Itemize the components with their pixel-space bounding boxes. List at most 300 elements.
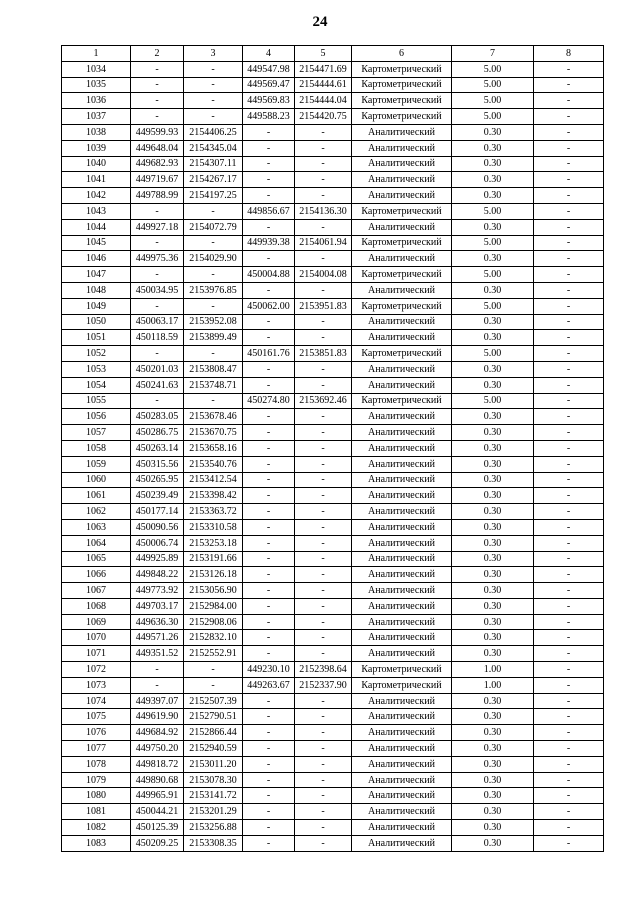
table-cell: 449925.89 — [131, 551, 184, 567]
table-cell: 1056 — [62, 409, 131, 425]
table-cell: 1047 — [62, 267, 131, 283]
table-cell: 0.30 — [452, 282, 534, 298]
table-cell: 450004.88 — [243, 267, 295, 283]
table-cell: - — [243, 772, 295, 788]
table-cell: 1053 — [62, 361, 131, 377]
table-cell: 1080 — [62, 788, 131, 804]
table-cell: - — [131, 298, 184, 314]
table-cell: - — [184, 346, 243, 362]
table-cell: - — [295, 709, 352, 725]
table-cell: Аналитический — [352, 820, 452, 836]
table-cell: - — [243, 614, 295, 630]
table-cell: - — [534, 630, 604, 646]
table-row — [62, 820, 604, 836]
table-cell: 449848.22 — [131, 567, 184, 583]
table-cell: 2153191.66 — [184, 551, 243, 567]
table-cell: 449599.93 — [131, 124, 184, 140]
table-cell: 449547.98 — [243, 61, 295, 77]
table-cell: - — [184, 393, 243, 409]
table-cell: - — [243, 519, 295, 535]
table-cell: 1041 — [62, 172, 131, 188]
table-cell: 1062 — [62, 504, 131, 520]
table-cell: 450006.74 — [131, 535, 184, 551]
table-cell: 1036 — [62, 93, 131, 109]
table-row — [62, 488, 604, 504]
table-cell: Картометрический — [352, 662, 452, 678]
table-cell: Аналитический — [352, 377, 452, 393]
table-cell: 2154061.94 — [295, 235, 352, 251]
table-cell: Аналитический — [352, 124, 452, 140]
page-number: 24 — [312, 14, 328, 30]
table-cell: Аналитический — [352, 693, 452, 709]
table-cell: 0.30 — [452, 330, 534, 346]
table-row — [62, 156, 604, 172]
table-cell: - — [534, 172, 604, 188]
table-row — [62, 219, 604, 235]
table-cell: - — [184, 109, 243, 125]
table-cell: - — [295, 472, 352, 488]
table-cell: 449856.67 — [243, 203, 295, 219]
table-cell: 449975.36 — [131, 251, 184, 267]
table-cell: - — [243, 488, 295, 504]
table-cell: 2152984.00 — [184, 598, 243, 614]
table-cell: 1063 — [62, 519, 131, 535]
table-cell: 5.00 — [452, 93, 534, 109]
table-cell: Аналитический — [352, 330, 452, 346]
table-cell: - — [534, 551, 604, 567]
table-cell: Аналитический — [352, 567, 452, 583]
table-cell: - — [295, 330, 352, 346]
table-cell: 0.30 — [452, 188, 534, 204]
table-cell: 1076 — [62, 725, 131, 741]
table-cell: - — [243, 504, 295, 520]
table-cell: - — [534, 820, 604, 836]
table-cell: 2153670.75 — [184, 425, 243, 441]
table-cell: 0.30 — [452, 219, 534, 235]
table-cell: 449588.23 — [243, 109, 295, 125]
table-cell: - — [184, 203, 243, 219]
table-row — [62, 61, 604, 77]
table-cell: 449569.83 — [243, 93, 295, 109]
table-row — [62, 741, 604, 757]
column-header: 1 — [62, 46, 131, 62]
table-row — [62, 567, 604, 583]
table-cell: 1055 — [62, 393, 131, 409]
table-cell: - — [295, 772, 352, 788]
table-cell: - — [295, 188, 352, 204]
table-cell: - — [534, 598, 604, 614]
table-row — [62, 235, 604, 251]
table-cell: Картометрический — [352, 346, 452, 362]
table-cell: - — [295, 251, 352, 267]
table-cell: Аналитический — [352, 535, 452, 551]
table-cell: - — [243, 725, 295, 741]
table-cell: - — [243, 456, 295, 472]
table-cell: 449939.38 — [243, 235, 295, 251]
table-row — [62, 725, 604, 741]
table-cell: 0.30 — [452, 140, 534, 156]
table-cell: Аналитический — [352, 282, 452, 298]
table-cell: - — [184, 662, 243, 678]
table-cell: Аналитический — [352, 725, 452, 741]
table-cell: - — [534, 267, 604, 283]
table-cell: 450265.95 — [131, 472, 184, 488]
table-cell: - — [534, 140, 604, 156]
table-cell: 2153851.83 — [295, 346, 352, 362]
table-cell: 2154471.69 — [295, 61, 352, 77]
table-cell: - — [243, 172, 295, 188]
table-cell: 1065 — [62, 551, 131, 567]
table-row — [62, 77, 604, 93]
table-cell: - — [295, 551, 352, 567]
table-cell: - — [131, 77, 184, 93]
table-cell: - — [534, 109, 604, 125]
table-cell: 1078 — [62, 756, 131, 772]
table-cell: 450062.00 — [243, 298, 295, 314]
table-cell: 2152908.06 — [184, 614, 243, 630]
table-cell: 2153256.88 — [184, 820, 243, 836]
table-cell: 450044.21 — [131, 804, 184, 820]
table-cell: 0.30 — [452, 646, 534, 662]
table-cell: 1035 — [62, 77, 131, 93]
table-cell: 0.30 — [452, 314, 534, 330]
table-cell: - — [243, 140, 295, 156]
table-cell: Аналитический — [352, 741, 452, 757]
table-cell: 449636.30 — [131, 614, 184, 630]
table-cell: 449703.17 — [131, 598, 184, 614]
table-row — [62, 693, 604, 709]
table-cell: - — [243, 567, 295, 583]
table-cell: Аналитический — [352, 519, 452, 535]
table-cell: 5.00 — [452, 393, 534, 409]
table-cell: Аналитический — [352, 219, 452, 235]
table-row — [62, 203, 604, 219]
table-cell: - — [534, 725, 604, 741]
table-cell: 449230.10 — [243, 662, 295, 678]
table-cell: - — [243, 535, 295, 551]
table-cell: 1061 — [62, 488, 131, 504]
table-cell: 449818.72 — [131, 756, 184, 772]
table-cell: - — [295, 377, 352, 393]
table-cell: 450274.80 — [243, 393, 295, 409]
table-cell: - — [534, 440, 604, 456]
table-cell: Аналитический — [352, 172, 452, 188]
table-cell: 450263.14 — [131, 440, 184, 456]
table-row — [62, 361, 604, 377]
table-cell: - — [534, 662, 604, 678]
table-cell: - — [295, 725, 352, 741]
table-cell: 449788.99 — [131, 188, 184, 204]
table-cell: - — [243, 188, 295, 204]
table-cell: 2153412.54 — [184, 472, 243, 488]
table-cell: - — [243, 583, 295, 599]
table-cell: 450315.56 — [131, 456, 184, 472]
table-cell: 449569.47 — [243, 77, 295, 93]
table-cell: 449263.67 — [243, 677, 295, 693]
table-cell: 0.30 — [452, 693, 534, 709]
table-cell: 0.30 — [452, 377, 534, 393]
table-cell: - — [534, 61, 604, 77]
table-cell: Аналитический — [352, 409, 452, 425]
table-cell: - — [243, 630, 295, 646]
table-cell: - — [534, 77, 604, 93]
table-cell: - — [131, 346, 184, 362]
table-cell: 0.30 — [452, 835, 534, 851]
table-cell: - — [295, 361, 352, 377]
table-cell: 1046 — [62, 251, 131, 267]
table-cell: - — [295, 741, 352, 757]
table-cell: 449648.04 — [131, 140, 184, 156]
table-cell: - — [534, 677, 604, 693]
table-cell: 0.30 — [452, 614, 534, 630]
table-cell: Картометрический — [352, 77, 452, 93]
table-cell: - — [243, 440, 295, 456]
table-cell: 1048 — [62, 282, 131, 298]
table-row — [62, 598, 604, 614]
table-cell: 1064 — [62, 535, 131, 551]
table-cell: 449397.07 — [131, 693, 184, 709]
table-cell: 5.00 — [452, 203, 534, 219]
table-row — [62, 519, 604, 535]
table-cell: Аналитический — [352, 804, 452, 820]
table-cell: - — [295, 598, 352, 614]
table-cell: 1068 — [62, 598, 131, 614]
table-cell: 2152337.90 — [295, 677, 352, 693]
table-cell: Аналитический — [352, 472, 452, 488]
table-cell: 449773.92 — [131, 583, 184, 599]
table-cell: - — [534, 788, 604, 804]
table-row — [62, 677, 604, 693]
table-cell: Аналитический — [352, 188, 452, 204]
table-cell: Аналитический — [352, 646, 452, 662]
table-row — [62, 583, 604, 599]
table-cell: - — [295, 156, 352, 172]
table-cell: 1049 — [62, 298, 131, 314]
table-cell: - — [184, 77, 243, 93]
table-cell: - — [534, 282, 604, 298]
table-cell: 449682.93 — [131, 156, 184, 172]
table-cell: Картометрический — [352, 61, 452, 77]
table-cell: 449684.92 — [131, 725, 184, 741]
table-cell: Картометрический — [352, 677, 452, 693]
table-cell: 2153201.29 — [184, 804, 243, 820]
column-header: 7 — [452, 46, 534, 62]
table-row — [62, 109, 604, 125]
table-cell: - — [243, 361, 295, 377]
table-cell: - — [243, 251, 295, 267]
table-cell: 450209.25 — [131, 835, 184, 851]
table-row — [62, 472, 604, 488]
table-cell: 450034.95 — [131, 282, 184, 298]
table-cell: - — [295, 440, 352, 456]
table-cell: - — [295, 409, 352, 425]
table-cell: 0.30 — [452, 251, 534, 267]
table-cell: 1045 — [62, 235, 131, 251]
table-cell: 2153951.83 — [295, 298, 352, 314]
table-cell: 1083 — [62, 835, 131, 851]
table-cell: 5.00 — [452, 298, 534, 314]
table-cell: - — [295, 820, 352, 836]
table-cell: 1050 — [62, 314, 131, 330]
table-cell: - — [534, 298, 604, 314]
table-row — [62, 298, 604, 314]
table-cell: 449719.67 — [131, 172, 184, 188]
table-cell: 0.30 — [452, 456, 534, 472]
table-cell: - — [184, 298, 243, 314]
table-cell: 2153952.08 — [184, 314, 243, 330]
table-cell: Картометрический — [352, 109, 452, 125]
table-row — [62, 314, 604, 330]
table-cell: - — [184, 61, 243, 77]
table-row — [62, 330, 604, 346]
table-cell: Аналитический — [352, 788, 452, 804]
table-cell: 0.30 — [452, 756, 534, 772]
table-cell: 2152552.91 — [184, 646, 243, 662]
table-cell: Аналитический — [352, 440, 452, 456]
table-cell: - — [534, 772, 604, 788]
table-cell: - — [295, 583, 352, 599]
table-cell: - — [534, 314, 604, 330]
table-cell: - — [243, 124, 295, 140]
table-cell: - — [295, 504, 352, 520]
table-row — [62, 282, 604, 298]
table-cell: Аналитический — [352, 709, 452, 725]
table-cell: - — [534, 425, 604, 441]
table-row — [62, 124, 604, 140]
table-cell: 1067 — [62, 583, 131, 599]
table-row — [62, 140, 604, 156]
table-cell: 2153310.58 — [184, 519, 243, 535]
table-cell: 1042 — [62, 188, 131, 204]
table-cell: Аналитический — [352, 156, 452, 172]
table-cell: Аналитический — [352, 361, 452, 377]
table-cell: - — [243, 693, 295, 709]
table-cell: 2152832.10 — [184, 630, 243, 646]
table-cell: - — [131, 109, 184, 125]
table-cell: Картометрический — [352, 393, 452, 409]
table-cell: - — [243, 314, 295, 330]
table-cell: 2154029.90 — [184, 251, 243, 267]
table-cell: 1039 — [62, 140, 131, 156]
table-cell: 1073 — [62, 677, 131, 693]
table-cell: 1082 — [62, 820, 131, 836]
table-row — [62, 377, 604, 393]
table-cell: 2153078.30 — [184, 772, 243, 788]
table-cell: - — [131, 393, 184, 409]
table-row — [62, 804, 604, 820]
table-cell: - — [534, 741, 604, 757]
table-cell: - — [295, 488, 352, 504]
table-cell: 449351.52 — [131, 646, 184, 662]
table-cell: - — [534, 519, 604, 535]
table-cell: 1040 — [62, 156, 131, 172]
table-cell: 2153808.47 — [184, 361, 243, 377]
table-row — [62, 504, 604, 520]
table-cell: 0.30 — [452, 567, 534, 583]
table-row — [62, 172, 604, 188]
table-cell: 0.30 — [452, 598, 534, 614]
table-cell: 2153658.16 — [184, 440, 243, 456]
table-cell: - — [534, 235, 604, 251]
table-row — [62, 267, 604, 283]
table-cell: - — [131, 662, 184, 678]
table-cell: - — [534, 251, 604, 267]
table-cell: - — [295, 140, 352, 156]
table-cell: Аналитический — [352, 551, 452, 567]
table-cell: 2153011.20 — [184, 756, 243, 772]
table-cell: 2152866.44 — [184, 725, 243, 741]
table-cell: 449927.18 — [131, 219, 184, 235]
table-cell: 0.30 — [452, 535, 534, 551]
table-row — [62, 425, 604, 441]
table-row — [62, 709, 604, 725]
table-row — [62, 756, 604, 772]
table-cell: Аналитический — [352, 756, 452, 772]
table-cell: Аналитический — [352, 504, 452, 520]
table-row — [62, 188, 604, 204]
table-cell: - — [295, 456, 352, 472]
table-cell: 1.00 — [452, 677, 534, 693]
table-cell: 2153692.46 — [295, 393, 352, 409]
table-cell: 449571.26 — [131, 630, 184, 646]
table-cell: 0.30 — [452, 709, 534, 725]
table-cell: - — [295, 172, 352, 188]
table-cell: 0.30 — [452, 772, 534, 788]
table-row — [62, 788, 604, 804]
table-cell: 2154267.17 — [184, 172, 243, 188]
table-cell: - — [534, 535, 604, 551]
table-cell: 1069 — [62, 614, 131, 630]
table-cell: - — [534, 456, 604, 472]
table-row — [62, 440, 604, 456]
table-row — [62, 535, 604, 551]
table-cell: 5.00 — [452, 235, 534, 251]
table-cell: 1058 — [62, 440, 131, 456]
table-cell: - — [243, 330, 295, 346]
table-row — [62, 772, 604, 788]
table-cell: 5.00 — [452, 77, 534, 93]
table-cell: - — [534, 330, 604, 346]
table-cell: - — [243, 551, 295, 567]
table-cell: 1034 — [62, 61, 131, 77]
table-row — [62, 835, 604, 851]
table-cell: - — [534, 567, 604, 583]
table-cell: - — [295, 219, 352, 235]
table-cell: 5.00 — [452, 109, 534, 125]
table-cell: Аналитический — [352, 598, 452, 614]
table-cell: - — [184, 267, 243, 283]
table-row — [62, 93, 604, 109]
table-cell: - — [534, 646, 604, 662]
table-cell: - — [295, 630, 352, 646]
table-cell: 1060 — [62, 472, 131, 488]
column-header: 2 — [131, 46, 184, 62]
table-cell: - — [534, 393, 604, 409]
table-cell: - — [243, 377, 295, 393]
table-cell: 1071 — [62, 646, 131, 662]
table-cell: 1052 — [62, 346, 131, 362]
table-cell: 2153308.35 — [184, 835, 243, 851]
table-cell: 0.30 — [452, 361, 534, 377]
table-cell: - — [131, 61, 184, 77]
table-cell: - — [131, 677, 184, 693]
column-header: 6 — [352, 46, 452, 62]
table-cell: - — [243, 835, 295, 851]
table-row — [62, 346, 604, 362]
table-cell: 450286.75 — [131, 425, 184, 441]
column-header: 4 — [243, 46, 295, 62]
table-cell: 5.00 — [452, 267, 534, 283]
